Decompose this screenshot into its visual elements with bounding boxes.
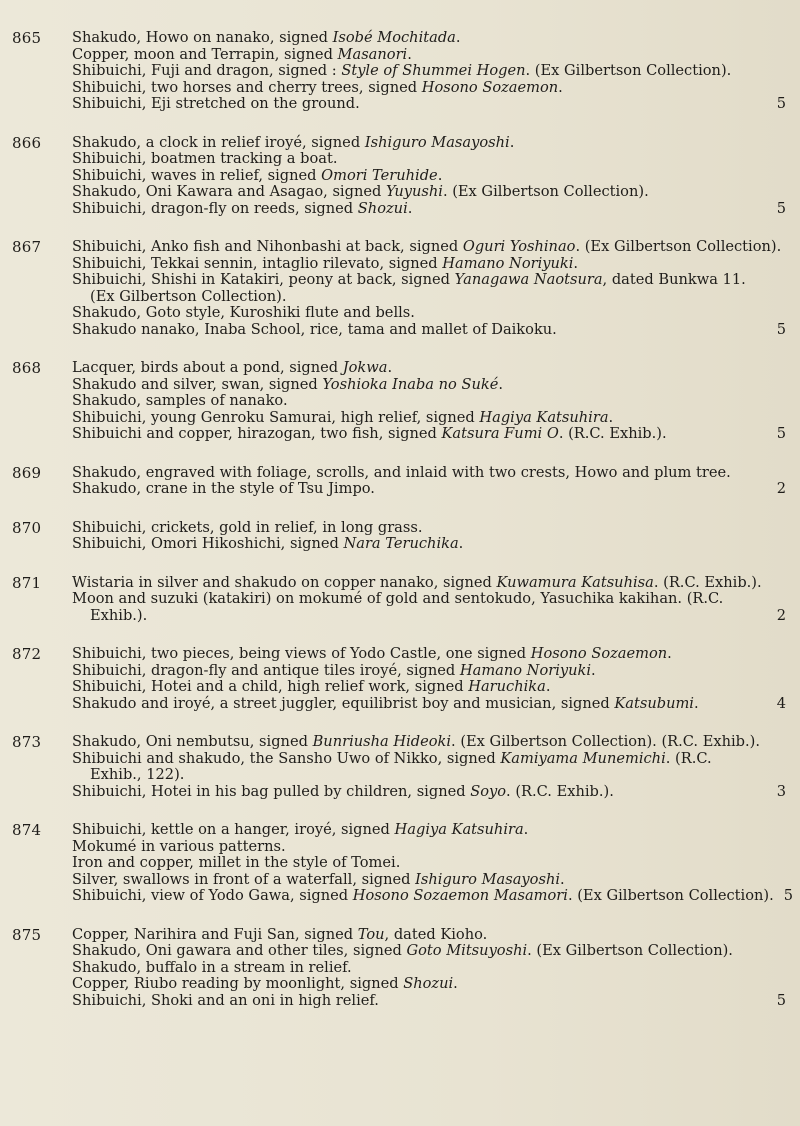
lot-item-line	[72, 184, 786, 201]
item-note: .	[523, 821, 529, 838]
lot-number: 871	[12, 573, 42, 592]
lot-item-line	[72, 696, 786, 713]
piece-count: 5	[776, 320, 786, 338]
lot-item-line	[72, 377, 786, 394]
lot-item-line	[72, 360, 786, 377]
lot-description	[72, 646, 786, 712]
maker-signature: Kuwamura Katsuhisa	[496, 573, 654, 591]
maker-signature: Shozui	[403, 975, 454, 992]
item-note: .	[591, 661, 596, 679]
item-note: .	[608, 408, 614, 426]
lot-item-line	[72, 305, 786, 322]
lot-description	[72, 821, 794, 905]
lot-item-line	[72, 168, 786, 185]
lot-item-line	[72, 410, 786, 427]
lot-description	[72, 927, 786, 1010]
item-description: Shibuichi, Anko fish and Nihonbashi at back, signed	[72, 238, 463, 255]
item-description: Shakudo, Oni nembutsu, signed	[72, 733, 313, 750]
lot-item-text	[72, 359, 392, 376]
piece-count: 5	[783, 887, 794, 904]
maker-signature: Ishiguro Masayoshi	[364, 133, 510, 151]
item-description: Shibuichi, dragon-fly on reeds, signed	[72, 199, 358, 217]
maker-signature: Hamano Noriyuki	[442, 254, 574, 272]
item-note: .	[387, 359, 393, 376]
item-note: . (R.C.	[665, 749, 712, 767]
item-description: Shakudo, buffalo in a stream in relief.	[72, 958, 352, 976]
maker-signature: Hosono Sozaemon	[530, 645, 668, 662]
maker-signature: Soyo	[470, 782, 507, 800]
maker-signature: Katsura Fumi O	[441, 425, 559, 442]
item-description: Shibuichi, Fuji and dragon, signed :	[72, 62, 342, 79]
lot-number: 872	[12, 645, 42, 663]
lot-item-line	[72, 135, 786, 152]
lot-item-line	[72, 151, 786, 168]
item-description: Shibuichi, two horses and cherry trees, signed	[72, 78, 422, 96]
lot-item-line	[72, 887, 794, 905]
item-note: .	[458, 535, 464, 552]
item-description: Shakudo, Howo on nanako, signed	[72, 29, 333, 46]
item-note: . (Ex Gilbertson Collection).	[567, 887, 774, 904]
item-description: Shibuichi, dragon-fly and antique tiles iroyé, signed	[72, 661, 460, 679]
lot-item-line	[72, 96, 786, 113]
lot-item-text	[72, 426, 667, 443]
lot-item-text	[72, 271, 746, 288]
item-description: Iron and copper, millet in the style of Tomei.	[72, 854, 401, 871]
lot-description	[72, 360, 786, 443]
maker-signature: Nara Teruchika	[343, 535, 459, 552]
lot-item-text	[72, 838, 286, 855]
item-description: Copper, Narihira and Fuji San, signed	[72, 925, 358, 943]
lot-item-text	[72, 150, 337, 167]
item-description: Shakudo, Oni gawara and other tiles, signed	[72, 942, 407, 959]
item-description: Shibuichi, view of Yodo Gawa, signed	[72, 887, 353, 904]
lot-item-text	[72, 888, 774, 905]
lot-item-line	[72, 855, 786, 872]
lot-item-line	[72, 591, 786, 608]
lot-item-text	[72, 750, 712, 767]
item-description: Shakudo, crane in the style of Tsu Jimpo.	[72, 480, 375, 497]
maker-signature: Shozui	[357, 199, 408, 217]
lot-number: 868	[12, 359, 42, 377]
lot-item-text	[72, 871, 565, 888]
maker-signature: Hosono Sozaemon Masamori	[352, 887, 568, 904]
item-description: Copper, moon and Terrapin, signed	[72, 45, 338, 63]
item-note: , dated Bunkwa 11.	[602, 271, 746, 288]
item-description: Shibuichi, Shoki and an oni in high relief.	[72, 991, 379, 1009]
lot-description	[72, 30, 786, 113]
item-note: . (R.C. Exhib.).	[506, 782, 614, 800]
lot-item-text	[72, 392, 288, 409]
lot-entry	[12, 646, 786, 712]
item-description: Shakudo and silver, swan, signed	[72, 375, 323, 393]
lot-item-text	[72, 574, 762, 591]
item-note: . (R.C. Exhib.).	[653, 573, 762, 591]
lot-number: 865	[12, 29, 42, 47]
lot-item-text	[72, 183, 649, 200]
item-note: . (Ex Gilbertson Collection). (R.C. Exhib.).	[451, 733, 760, 750]
item-note: . (Ex Gilbertson Collection).	[527, 942, 733, 959]
lot-item-text	[72, 959, 352, 976]
item-description: Silver, swallows in front of a waterfall, signed	[72, 870, 416, 888]
lot-item-text	[72, 304, 415, 321]
piece-count: 5	[776, 425, 786, 442]
lot-item-line	[72, 663, 786, 680]
item-description: Shakudo, engraved with foliage, scrolls, and inlaid with two crests, Howo and plum tree.	[72, 463, 731, 481]
lot-item-line	[72, 822, 786, 839]
item-description: Shakudo, Goto style, Kuroshiki flute and bells.	[72, 304, 415, 321]
item-description: Shibuichi, crickets, gold in relief, in long grass.	[72, 518, 423, 536]
item-description: Shibuichi, Hotei and a child, high relief work, signed	[72, 678, 469, 695]
maker-signature: Isobé Mochitada	[332, 29, 456, 46]
lot-item-line	[72, 536, 786, 553]
item-note: .	[453, 975, 458, 992]
lot-item-text	[72, 993, 379, 1010]
lot-item-text	[72, 733, 760, 750]
lot-item-text	[72, 96, 360, 113]
item-note: .	[437, 166, 443, 184]
piece-count: 4	[776, 694, 786, 712]
item-description: Shibuichi and copper, hirazogan, two fish, signed	[72, 425, 442, 442]
item-description: Copper, Riubo reading by moonlight, signed	[72, 975, 404, 992]
lot-item-text	[72, 926, 487, 943]
item-note: . (R.C. Exhib.).	[558, 425, 667, 442]
item-note: .	[407, 45, 412, 63]
lot-item-line	[72, 608, 786, 625]
lot-entry	[12, 239, 786, 338]
item-description: Shibuichi, waves in relief, signed	[72, 166, 322, 184]
item-description: Shibuichi, young Genroku Samurai, high relief, signed	[72, 408, 480, 426]
item-note: , dated Kioho.	[384, 925, 488, 943]
lot-item-text	[72, 645, 672, 662]
lot-entry	[12, 734, 786, 800]
lot-entry	[12, 520, 786, 553]
lot-item-text	[72, 167, 442, 184]
item-description: Shakudo nanako, Inaba School, rice, tama and mallet of Daikoku.	[72, 320, 557, 338]
lot-number: 873	[12, 733, 42, 751]
lot-item-line	[72, 872, 786, 889]
piece-count: 5	[776, 991, 786, 1009]
lot-item-line	[72, 239, 786, 256]
lot-item-line	[72, 927, 786, 944]
lot-item-line	[72, 272, 786, 289]
lot-item-text	[72, 322, 557, 339]
lot-item-line	[72, 646, 786, 663]
lot-item-text	[72, 29, 461, 46]
lot-description	[72, 734, 786, 800]
item-note: .	[407, 199, 413, 217]
item-description: Exhib., 122).	[90, 766, 185, 783]
lot-description	[72, 520, 786, 553]
item-description: Shakudo and iroyé, a street juggler, equilibrist boy and musician, signed	[72, 694, 615, 712]
lot-item-line	[72, 393, 786, 410]
lot-item-text	[72, 481, 375, 498]
item-description: Shibuichi, Tekkai sennin, intaglio rilevato, signed	[72, 254, 443, 272]
lot-item-text	[72, 821, 528, 838]
item-note: .	[558, 78, 563, 96]
maker-signature: Katsubumi	[614, 694, 694, 712]
lot-number: 874	[12, 821, 42, 839]
maker-signature: Kamiyama Munemichi	[500, 749, 666, 767]
lot-entry	[12, 30, 786, 113]
item-description: Shakudo, samples of nanako.	[72, 392, 288, 409]
item-description: Shibuichi, kettle on a hanger, iroyé, signed	[72, 821, 395, 838]
lot-item-text	[72, 519, 423, 536]
item-note: . (Ex Gilbertson Collection).	[575, 238, 782, 255]
piece-count: 2	[776, 480, 786, 497]
lot-description	[72, 465, 786, 498]
lot-item-text	[72, 464, 731, 481]
lot-item-line	[72, 322, 786, 339]
lot-item-text	[72, 201, 412, 218]
lot-item-line	[72, 289, 786, 306]
maker-signature: Hamano Noriyuki	[459, 661, 592, 679]
item-note: .	[693, 694, 699, 712]
lot-item-text	[90, 288, 287, 305]
maker-signature: Ishiguro Masayoshi	[415, 870, 561, 888]
item-description: Shakudo, Oni Kawara and Asagao, signed	[72, 183, 386, 200]
lot-item-text	[90, 608, 147, 625]
lot-item-line	[72, 80, 786, 97]
lot-description	[72, 575, 786, 625]
lot-item-line	[72, 993, 786, 1010]
lot-item-line	[72, 481, 786, 498]
lot-item-line	[72, 839, 786, 856]
maker-signature: Omori Teruhide	[321, 166, 438, 184]
maker-signature: Style of Shummei Hogen	[341, 62, 526, 79]
lot-item-text	[72, 62, 731, 79]
maker-signature: Yanagawa Naotsura	[454, 271, 603, 288]
lot-number: 867	[12, 238, 42, 256]
lot-item-line	[72, 201, 786, 218]
lot-item-text	[72, 134, 514, 151]
lot-item-line	[72, 751, 786, 768]
lot-number: 869	[12, 463, 42, 482]
piece-count: 5	[776, 95, 786, 112]
item-note: .	[667, 645, 672, 662]
lot-item-text	[72, 376, 503, 393]
item-description: Shibuichi and shakudo, the Sansho Uwo of Nikko, signed	[72, 749, 501, 767]
item-description: Shibuichi, Shishi in Katakiri, peony at back, signed	[72, 271, 455, 288]
lot-item-line	[72, 426, 786, 443]
item-note: .	[560, 870, 565, 888]
item-description: Lacquer, birds about a pond, signed	[72, 359, 343, 376]
maker-signature: Hagiya Katsuhira	[479, 408, 609, 426]
item-description: (Ex Gilbertson Collection).	[90, 287, 287, 305]
item-description: Shibuichi, Omori Hikoshichi, signed	[72, 535, 344, 552]
maker-signature: Hagiya Katsuhira	[394, 821, 524, 838]
lot-item-text	[72, 678, 550, 695]
lot-item-text	[72, 238, 781, 255]
lot-entry	[12, 360, 786, 443]
lot-entry	[12, 135, 786, 218]
maker-signature: Yoshioka Inaba no Suké	[322, 375, 499, 393]
lot-item-line	[72, 63, 786, 80]
maker-signature: Bunriusha Hideoki	[312, 733, 452, 750]
item-note: .	[573, 254, 579, 272]
piece-count: 3	[776, 782, 786, 800]
piece-count: 2	[776, 606, 786, 624]
lot-entry	[12, 575, 786, 625]
maker-signature: Jokwa	[342, 359, 388, 376]
lot-item-line	[72, 30, 786, 47]
item-note: .	[498, 375, 503, 393]
lot-entry	[12, 927, 786, 1010]
lot-item-line	[72, 465, 786, 482]
item-description: Shakudo, a clock in relief iroyé, signed	[72, 133, 365, 151]
item-description: Shibuichi, two pieces, being views of Yodo Castle, one signed	[72, 645, 531, 662]
lot-item-text	[72, 590, 723, 607]
lot-item-text	[72, 535, 463, 552]
lot-entry	[12, 821, 794, 905]
piece-count: 5	[776, 199, 786, 217]
item-description: Shibuichi, Eji stretched on the ground.	[72, 95, 360, 112]
lot-item-text	[72, 255, 578, 272]
item-description: Exhib.).	[90, 606, 148, 624]
lot-item-line	[72, 575, 786, 592]
lot-item-text	[90, 766, 184, 783]
lot-item-text	[72, 975, 458, 992]
maker-signature: Hosono Sozaemon	[421, 78, 559, 96]
lot-entry	[12, 465, 786, 498]
lot-item-line	[72, 734, 786, 751]
lot-number: 875	[12, 925, 42, 944]
maker-signature: Yuyushi	[385, 183, 443, 200]
lot-item-text	[72, 662, 596, 679]
item-description: Shibuichi, boatmen tracking a boat.	[72, 150, 338, 167]
lot-description	[72, 239, 786, 338]
maker-signature: Masanori	[337, 45, 408, 63]
item-note: .	[455, 29, 461, 46]
item-note: .	[545, 678, 551, 695]
item-description: Wistaria in silver and shakudo on copper nanako, signed	[72, 573, 497, 591]
lot-number: 866	[12, 133, 42, 152]
item-note: . (Ex Gilbertson Collection).	[442, 183, 649, 200]
lot-item-text	[72, 784, 614, 801]
lot-item-line	[72, 767, 786, 784]
maker-signature: Oguri Yoshinao	[462, 238, 576, 255]
lot-item-line	[72, 520, 786, 537]
lot-item-line	[72, 256, 786, 273]
lot-item-text	[72, 46, 412, 63]
lot-item-line	[72, 960, 786, 977]
maker-signature: Goto Mitsuyoshi	[406, 942, 528, 959]
item-description: Moon and suzuki (katakiri) on mokumé of gold and sentokudo, Yasuchika kakihan. (R.C.	[72, 590, 724, 607]
maker-signature: Tou	[357, 925, 385, 943]
lot-item-text	[72, 942, 733, 959]
item-note: . (Ex Gilbertson Collection).	[525, 62, 732, 79]
lot-item-line	[72, 679, 786, 696]
lot-item-line	[72, 47, 786, 64]
maker-signature: Haruchika	[468, 678, 546, 695]
item-note: .	[509, 133, 515, 151]
lot-description	[72, 135, 786, 218]
lot-item-text	[72, 409, 613, 426]
lot-number: 870	[12, 518, 42, 537]
lot-item-text	[72, 854, 400, 871]
lot-item-line	[72, 784, 786, 801]
lot-item-line	[72, 943, 786, 960]
lot-item-text	[72, 696, 699, 713]
lot-item-line	[72, 976, 786, 993]
item-description: Shibuichi, Hotei in his bag pulled by children, signed	[72, 782, 471, 800]
item-description: Mokumé in various patterns.	[72, 837, 286, 855]
lot-item-text	[72, 79, 563, 96]
